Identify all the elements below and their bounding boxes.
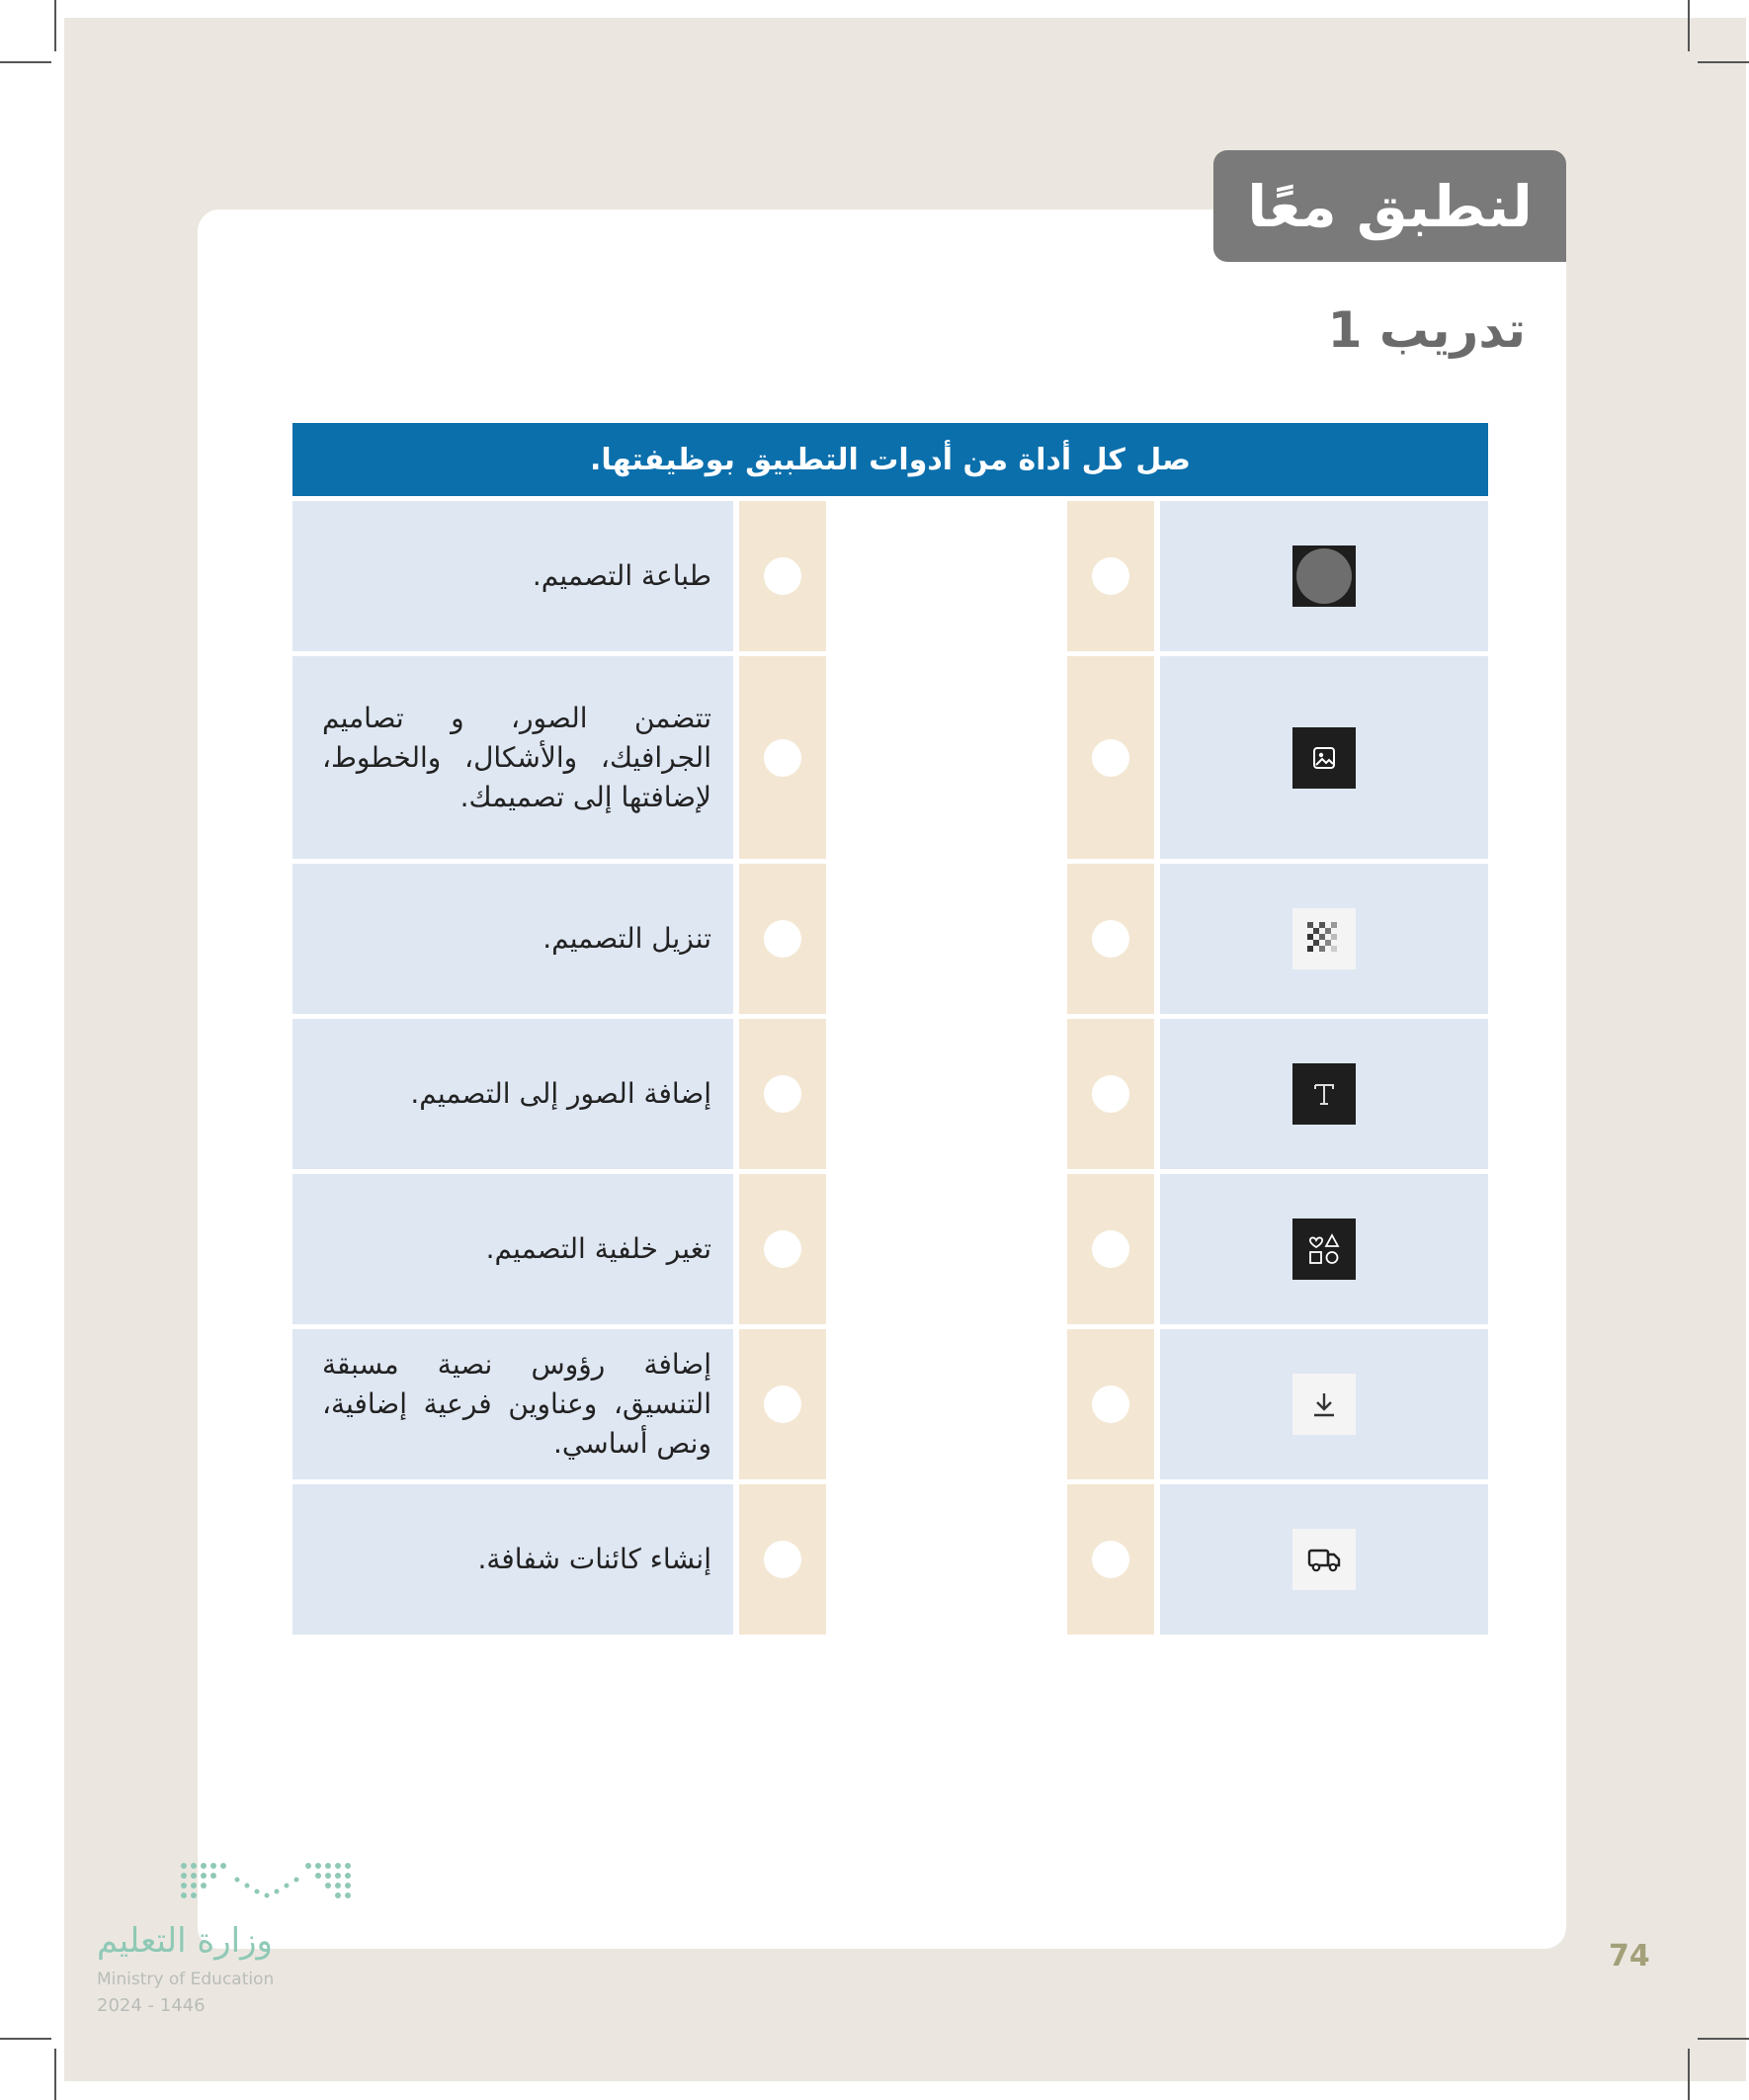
crop-mark [0, 61, 51, 63]
table-row [292, 1329, 1488, 1479]
image-icon [1292, 727, 1356, 789]
ministry-logo-dots [178, 1860, 351, 1907]
icon-cell [1160, 1329, 1488, 1479]
section-tab-label: لنطبق معًا [1247, 172, 1533, 240]
match-dot-left-column[interactable] [1092, 557, 1129, 595]
crop-mark [54, 0, 56, 51]
icon-cell [1160, 1174, 1488, 1324]
table-row [292, 864, 1488, 1014]
match-dot-cell [1067, 1019, 1154, 1169]
match-dot-cell [739, 656, 826, 859]
table-row [292, 656, 1488, 859]
icon-cell [1160, 656, 1488, 859]
crop-mark [54, 2049, 56, 2100]
edition-year: 2024 - 1446 [97, 1995, 206, 2016]
function-text: تنزيل التصميم. [292, 864, 733, 1014]
match-dot-right-column[interactable] [764, 1386, 801, 1423]
match-dot-cell [739, 1484, 826, 1635]
function-text: إضافة رؤوس نصية مسبقة التنسيق، وعناوين فرعية إضافية، ونص أساسي. [292, 1329, 733, 1479]
crop-mark [0, 2038, 51, 2040]
icon-cell [1160, 1484, 1488, 1635]
function-text: تتضمن الصور، و تصاميم الجرافيك، والأشكال، والخطوط، لإضافتها إلى تصميمك. [292, 656, 733, 859]
ministry-name-arabic: وزارة التعليم [97, 1921, 273, 1961]
elements-shapes-icon [1292, 1218, 1356, 1280]
ministry-name-english: Ministry of Education [97, 1970, 275, 1989]
match-dot-left-column[interactable] [1092, 920, 1129, 958]
table-row [292, 1174, 1488, 1324]
match-dot-right-column[interactable] [764, 739, 801, 777]
table-row [292, 1019, 1488, 1169]
circle-shape-icon [1292, 546, 1356, 607]
match-dot-left-column[interactable] [1092, 1075, 1129, 1113]
match-dot-right-column[interactable] [764, 1230, 801, 1268]
function-text: إضافة الصور إلى التصميم. [292, 1019, 733, 1169]
function-text: إنشاء كائنات شفافة. [292, 1484, 733, 1635]
match-dot-left-column[interactable] [1092, 1386, 1129, 1423]
icon-cell [1160, 864, 1488, 1014]
matching-table [292, 423, 1488, 1635]
match-dot-cell [739, 1019, 826, 1169]
match-dot-left-column[interactable] [1092, 1541, 1129, 1578]
match-dot-cell [1067, 1329, 1154, 1479]
match-dot-cell [1067, 501, 1154, 651]
match-dot-cell [1067, 1174, 1154, 1324]
crop-mark [1688, 0, 1690, 51]
crop-mark [1698, 2038, 1749, 2040]
section-tab [1213, 150, 1566, 262]
crop-mark [1698, 61, 1749, 63]
match-dot-right-column[interactable] [764, 920, 801, 958]
match-dot-cell [1067, 864, 1154, 1014]
icon-cell [1160, 501, 1488, 651]
function-text: طباعة التصميم. [292, 501, 733, 651]
match-dot-left-column[interactable] [1092, 739, 1129, 777]
download-icon [1292, 1374, 1356, 1435]
transparency-checker-icon [1292, 908, 1356, 969]
table-row [292, 501, 1488, 651]
function-text: تغير خلفية التصميم. [292, 1174, 733, 1324]
match-dot-cell [739, 864, 826, 1014]
match-dot-cell [1067, 1484, 1154, 1635]
match-dot-cell [1067, 656, 1154, 859]
match-dot-right-column[interactable] [764, 1075, 801, 1113]
table-row [292, 1484, 1488, 1635]
match-dot-left-column[interactable] [1092, 1230, 1129, 1268]
match-dot-right-column[interactable] [764, 557, 801, 595]
match-dot-cell [739, 501, 826, 651]
match-dot-cell [739, 1174, 826, 1324]
match-dot-right-column[interactable] [764, 1541, 801, 1578]
icon-cell [1160, 1019, 1488, 1169]
print-truck-icon [1292, 1529, 1356, 1590]
table-header: صل كل أداة من أدوات التطبيق بوظيفتها. [292, 423, 1488, 496]
crop-mark [1688, 2049, 1690, 2100]
exercise-title: تدريب 1 [1327, 301, 1526, 359]
page-number: 74 [1609, 1939, 1650, 1974]
text-icon [1292, 1063, 1356, 1125]
match-dot-cell [739, 1329, 826, 1479]
